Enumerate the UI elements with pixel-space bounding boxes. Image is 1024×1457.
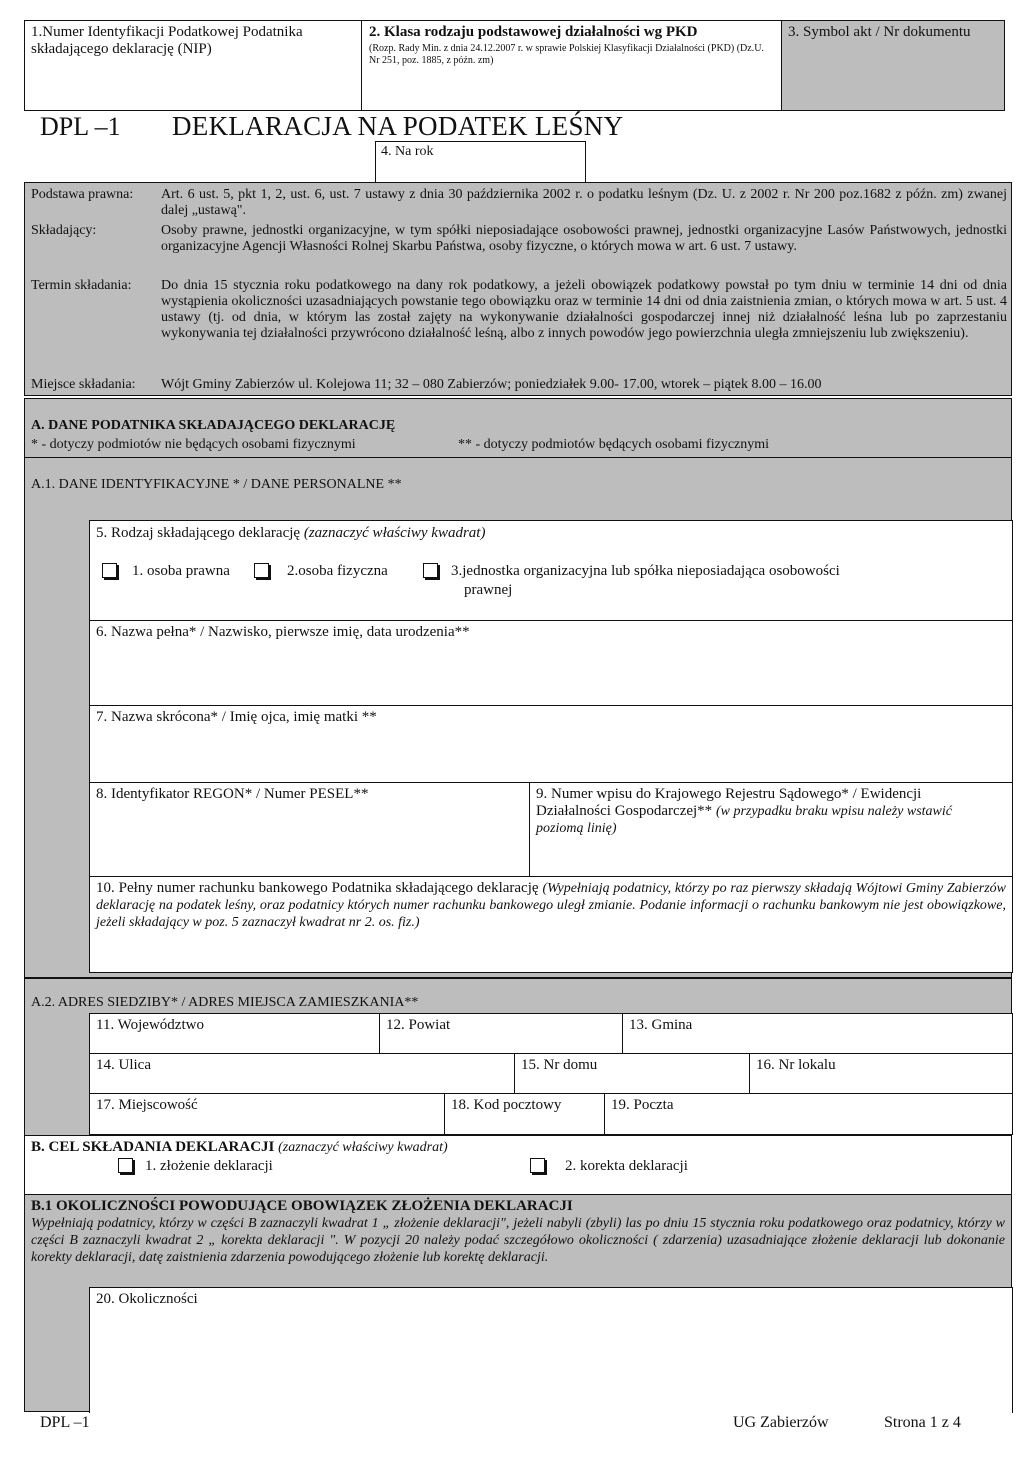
field-20-label: 20. Okoliczności — [96, 1291, 198, 1307]
miejsce-label: Miejsce składania: — [31, 377, 136, 392]
field-symbol-akt[interactable] — [781, 20, 1005, 111]
field-6-full-name[interactable] — [89, 620, 1013, 706]
field-12-powiat[interactable] — [379, 1013, 623, 1054]
footer-office: UG Zabierzów — [733, 1414, 829, 1431]
field-7-short-name[interactable] — [89, 705, 1013, 783]
field-15-nr-domu[interactable] — [514, 1053, 750, 1094]
field-pkd[interactable] — [361, 20, 782, 111]
section-b1-text: Wypełniają podatnicy, którzy w części B zaznaczyli kwadrat 1 „ złożenie deklaracji", jeżeli nabyli (zbyli) las po dniu 15 stycznia roku podatkowego oraz podatnicy, którzy w części B zaznaczyli kwadrat 2 „ korekta deklaracji ". W pozycji 20 należy podać szczegółowo okoliczności ( zdarzenia) uzasadniające złożenie deklaracji lub dokonanie korekty deklaracji, datę zaistnienia zdarzenia powodującego złożenie lub korektę deklaracji. — [31, 1216, 1005, 1265]
section-a-note1: * - dotyczy podmiotów nie będących osobami fizycznymi — [31, 437, 356, 452]
field-5-taxpayer-type — [89, 520, 1013, 621]
field-pkd-note: (Rozp. Rady Min. z dnia 24.12.2007 r. w sprawie Polskiej Klasyfikacji Działalności (PKD) (Dz.U. Nr 251, poz. 1885, z późn. zm) — [369, 43, 764, 66]
field-20-okolicznosci[interactable] — [89, 1287, 1013, 1413]
podstawa-label: Podstawa prawna: — [31, 187, 134, 202]
termin-label: Termin składania: — [31, 278, 132, 293]
field-15-label: 15. Nr domu — [521, 1057, 598, 1073]
field-5-hint: (zaznaczyć właściwy kwadrat) — [303, 525, 486, 541]
section-b-title: B. CEL SKŁADANIA DEKLARACJI — [31, 1139, 275, 1155]
field-7-label: 7. Nazwa skrócona* / Imię ojca, imię matki ** — [96, 709, 377, 725]
skladajacy-label: Składający: — [31, 223, 97, 238]
field-17-label: 17. Miejscowość — [96, 1097, 198, 1113]
form-title: DEKLARACJA NA PODATEK LEŚNY — [172, 111, 624, 141]
field-19-label: 19. Poczta — [611, 1097, 674, 1113]
field-pkd-label: 2. Klasa rodzaju podstawowej działalności wg PKD — [369, 24, 698, 40]
section-a2-title: A.2. ADRES SIEDZIBY* / ADRES MIEJSCA ZAMIESZKANIA** — [31, 995, 419, 1010]
field-16-nr-lokalu[interactable] — [749, 1053, 1013, 1094]
field-9-krs[interactable] — [529, 782, 1013, 877]
footer-code: DPL –1 — [40, 1414, 90, 1431]
section-a2 — [24, 978, 1012, 1136]
field-18-label: 18. Kod pocztowy — [451, 1097, 562, 1113]
field-19-poczta[interactable] — [604, 1093, 1013, 1135]
field-6-label: 6. Nazwa pełna* / Nazwisko, pierwsze imię, data urodzenia** — [96, 624, 470, 640]
checkbox-osoba-prawna[interactable] — [102, 563, 117, 578]
podstawa-text: Art. 6 ust. 5, pkt 1, 2, ust. 6, ust. 7 ustawy z dnia 30 października 2002 r. o podatku leśnym (Dz. U. z 2002 r. Nr 200 poz.1682 z późn. zm) zwanej dalej „ustawą". — [161, 187, 1007, 218]
legal-info-block — [24, 182, 1012, 396]
field-17-miejscowosc[interactable] — [89, 1093, 445, 1135]
field-12-label: 12. Powiat — [386, 1017, 451, 1033]
section-a-note2: ** - dotyczy podmiotów będących osobami fizycznymi — [458, 437, 770, 452]
field-18-kod-pocztowy[interactable] — [444, 1093, 605, 1135]
section-a-title: A. DANE PODATNIKA SKŁADAJĄCEGO DEKLARACJĘ — [31, 418, 396, 433]
termin-text: Do dnia 15 stycznia roku podatkowego na dany rok podatkowy, a jeżeli obowiązek podatkowy powstał po tym dniu w terminie 14 dni od dnia wystąpienia okoliczności uzasadniających powstanie tego obowiązku oraz w terminie 14 dni od dnia zaistnienia zmian, o których mowa w art. 5 ust. 4 ustawy (tj. od dnia, w którym las został zajęty na wykonywanie działalności gospodarczej innej niż działalność leśna lub po zaprzestaniu wykonywania tej działalności przywrócono działalność leśną, albo z innych powodów jego powierzchnia uległa zmniejszeniu lub zwiększeniu). — [161, 278, 1007, 341]
field-13-label: 13. Gmina — [629, 1017, 693, 1033]
miejsce-text: Wójt Gminy Zabierzów ul. Kolejowa 11; 32 – 080 Zabierzów; poniedziałek 9.00- 17.00, wtorek – piątek 8.00 – 16.00 — [161, 377, 822, 392]
field-5-label: 5. Rodzaj składającego deklarację — [96, 525, 301, 541]
field-14-label: 14. Ulica — [96, 1057, 151, 1073]
field-year-label: 4. Na rok — [381, 144, 434, 159]
opt-korekta: 2. korekta deklaracji — [565, 1158, 688, 1174]
field-year[interactable] — [375, 141, 586, 183]
section-b-hint: (zaznaczyć właściwy kwadrat) — [278, 1140, 448, 1155]
field-symbol-akt-label: 3. Symbol akt / Nr dokumentu — [788, 24, 971, 40]
checkbox-zlozenie[interactable] — [118, 1158, 133, 1173]
section-b — [24, 1135, 1012, 1195]
field-9-hint: (w przypadku braku wpisu należy wstawić poziomą linię) — [536, 804, 952, 836]
field-nip[interactable] — [24, 20, 362, 111]
section-b1 — [24, 1194, 1012, 1412]
opt-jednostka-b: prawnej — [464, 582, 513, 598]
field-10-hint: (Wypełniają podatnicy, którzy po raz pierwszy składają Wójtowi Gminy Zabierzów deklarację na podatek leśny, oraz podatnicy których numer rachunku bankowego uległ zmianie. Podanie informacji o rachunku bankowym nie jest obowiązkowe, jeżeli składający w poz. 5 zaznaczył kwadrat nr 2. os. fiz.) — [96, 881, 1006, 930]
field-14-ulica[interactable] — [89, 1053, 515, 1094]
checkbox-jednostka[interactable] — [423, 563, 438, 578]
field-11-label: 11. Województwo — [96, 1017, 204, 1033]
opt-osoba-prawna: 1. osoba prawna — [132, 563, 230, 579]
section-a — [24, 398, 1012, 978]
field-8-label: 8. Identyfikator REGON* / Numer PESEL** — [96, 786, 369, 802]
skladajacy-text: Osoby prawne, jednostki organizacyjne, w tym spółki nieposiadające osobowości prawnej, jednostki organizacyjne Lasów Państwowych, jednostki organizacyjne Agencji Własności Rolnej Skarbu Państwa, osoby fizyczne, o których mowa w art. 6 ust. 7 ustawy. — [161, 223, 1007, 254]
opt-zlozenie: 1. złożenie deklaracji — [145, 1158, 273, 1174]
section-b1-title: B.1 OKOLICZNOŚCI POWODUJĄCE OBOWIĄZEK ZŁOŻENIA DEKLARACJI — [31, 1198, 573, 1214]
section-a1-title: A.1. DANE IDENTYFIKACYJNE * / DANE PERSONALNE ** — [31, 477, 402, 492]
form-code: DPL –1 — [40, 112, 121, 141]
opt-osoba-fizyczna: 2.osoba fizyczna — [287, 563, 388, 579]
field-13-gmina[interactable] — [622, 1013, 1013, 1054]
field-10-bank-account[interactable] — [89, 876, 1013, 973]
field-8-regon-pesel[interactable] — [89, 782, 530, 877]
checkbox-korekta[interactable] — [530, 1158, 545, 1173]
field-10-label: 10. Pełny numer rachunku bankowego Podatnika składającego deklarację — [96, 880, 539, 896]
field-9-label: 9. Numer wpisu do Krajowego Rejestru Sądowego* / Ewidencji Działalności Gospodarczej** — [536, 786, 922, 819]
footer-page: Strona 1 z 4 — [884, 1414, 961, 1431]
opt-jednostka-a: 3.jednostka organizacyjna lub spółka nieposiadająca osobowości — [451, 563, 840, 579]
field-16-label: 16. Nr lokalu — [756, 1057, 836, 1073]
field-nip-label: 1.Numer Identyfikacji Podatkowej Podatnika składającego deklarację (NIP) — [31, 24, 303, 57]
field-11-wojewodztwo[interactable] — [89, 1013, 380, 1054]
checkbox-osoba-fizyczna[interactable] — [254, 563, 269, 578]
